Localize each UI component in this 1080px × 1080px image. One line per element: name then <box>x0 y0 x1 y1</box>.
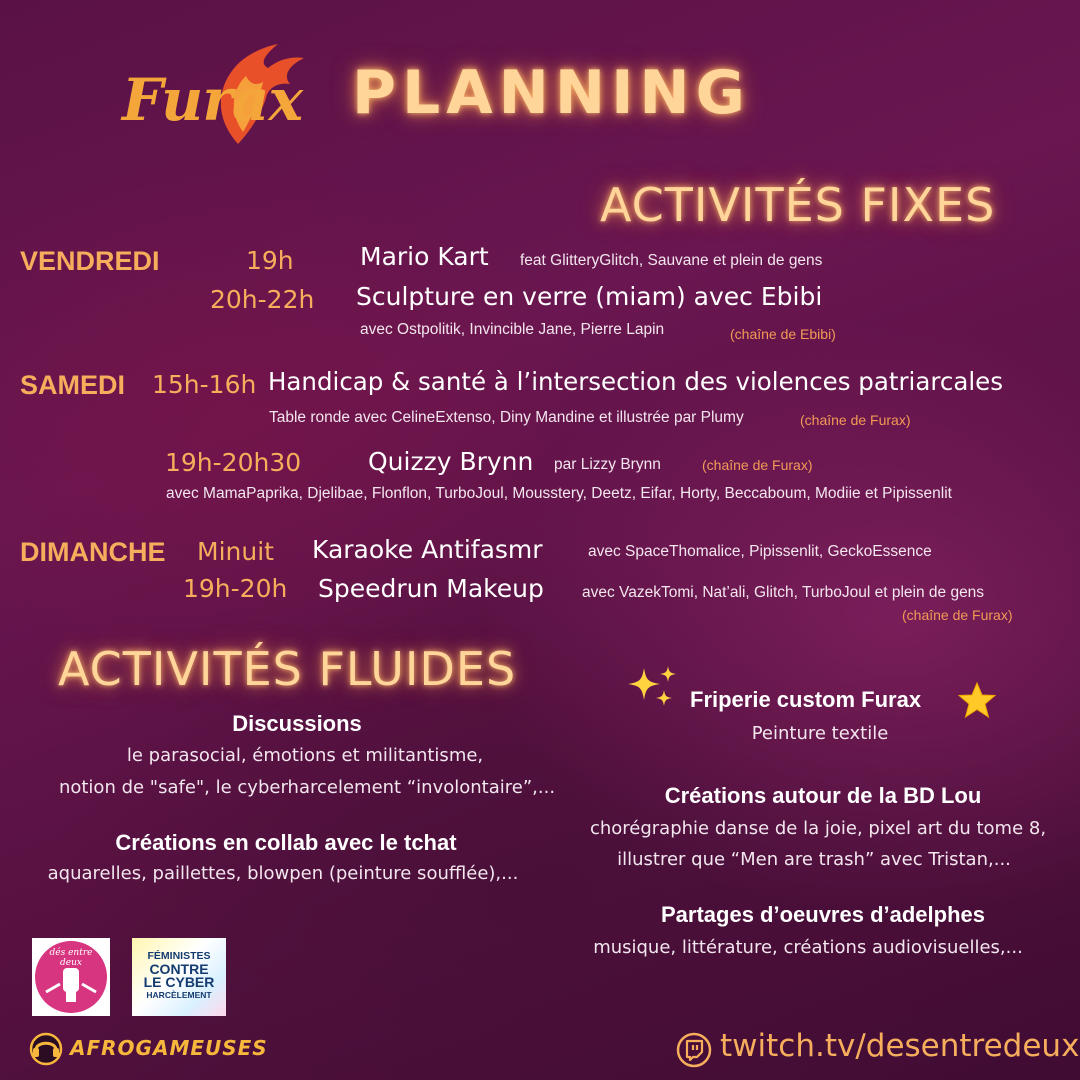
channel-label: (chaîne de Furax) <box>702 457 813 473</box>
twitch-url[interactable]: twitch.tv/desentredeux <box>720 1028 1080 1064</box>
time-label: 15h-16h <box>152 370 257 399</box>
channel-label: (chaîne de Furax) <box>800 412 911 428</box>
page-title: PLANNING <box>352 58 751 128</box>
time-label: 19h-20h30 <box>165 448 302 477</box>
bd-line: illustrer que “Men are trash” avec Tristan,... <box>617 849 1011 870</box>
des-entre-deux-logo[interactable] <box>32 938 110 1016</box>
feministes-contre-cyberharcelement-logo[interactable] <box>132 938 226 1016</box>
day-vendredi: VENDREDI <box>20 246 160 276</box>
day-samedi: SAMEDI <box>20 370 126 400</box>
activity-detail: Table ronde avec CelineExtenso, Diny Mandine et illustrée par Plumy <box>269 409 744 426</box>
fixed-heading: ACTIVITÉS FIXES <box>600 178 996 232</box>
activity-detail: avec MamaPaprika, Djelibae, Flonflon, TurboJoul, Mousstery, Deetz, Eifar, Horty, Beccaboum, Modiie et Pipissenlit <box>166 485 952 502</box>
logo-line: LE CYBER <box>143 974 215 990</box>
logo-line: HARCÈLEMENT <box>146 990 212 1000</box>
logo-line: FÉMINISTES <box>147 950 211 962</box>
activity-title: Mario Kart <box>360 242 489 271</box>
activity-title: Karaoke Antifasmr <box>312 535 543 564</box>
afrogameuses-text: AFROGAMEUSES <box>70 1036 268 1060</box>
partages-line: musique, littérature, créations audiovisuelles,... <box>593 937 1023 958</box>
star-icon <box>958 682 996 718</box>
discussions-line: le parasocial, émotions et militantisme, <box>126 745 484 766</box>
friperie-title: Friperie custom Furax <box>690 687 922 712</box>
activity-detail: feat GlitteryGlitch, Sauvane et plein de gens <box>520 252 823 269</box>
sparkles-icon <box>626 664 682 710</box>
channel-label: (chaîne de Furax) <box>902 607 1013 623</box>
logo-text: Furax <box>122 66 303 134</box>
activity-detail: avec Ostpolitik, Invincible Jane, Pierre Lapin <box>360 321 665 338</box>
time-label: 19h-20h <box>183 574 288 603</box>
activity-title: Handicap & santé à l’intersection des violences patriarcales <box>268 367 1004 396</box>
discussions-title: Discussions <box>232 711 362 736</box>
activity-title: Quizzy Brynn <box>368 447 534 476</box>
headset-icon <box>28 1032 64 1066</box>
partages-title: Partages d’oeuvres d’adelphes <box>660 902 986 927</box>
friperie-line: Peinture textile <box>751 723 889 744</box>
activity-title: Sculpture en verre (miam) avec Ebibi <box>356 282 823 311</box>
channel-label: (chaîne de Ebibi) <box>730 326 836 342</box>
logo-line: CONTRE <box>149 961 209 977</box>
time-label: Minuit <box>197 537 274 566</box>
discussions-line: notion de "safe", le cyberharcelement “involontaire”,... <box>58 777 556 798</box>
bd-title: Créations autour de la BD Lou <box>664 783 982 808</box>
time-label: 19h <box>246 246 294 275</box>
logo-caption: dés entre deux <box>49 948 93 968</box>
activity-byline: par Lizzy Brynn <box>554 456 661 473</box>
collab-line: aquarelles, paillettes, blowpen (peinture soufflée),... <box>47 863 519 884</box>
fluid-heading: ACTIVITÉS FLUIDES <box>58 642 517 696</box>
bd-line: chorégraphie danse de la joie, pixel art du tome 8, <box>589 818 1047 839</box>
collab-title: Créations en collab avec le tchat <box>115 830 457 855</box>
furax-logo <box>118 36 308 156</box>
day-dimanche: DIMANCHE <box>20 537 166 567</box>
activity-detail: avec VazekTomi, Nat’ali, Glitch, TurboJoul et plein de gens <box>582 584 985 601</box>
activity-detail: avec SpaceThomalice, Pipissenlit, GeckoEssence <box>588 543 932 560</box>
activity-title: Speedrun Makeup <box>318 574 544 603</box>
twitch-icon <box>676 1032 712 1068</box>
time-label: 20h-22h <box>210 285 315 314</box>
